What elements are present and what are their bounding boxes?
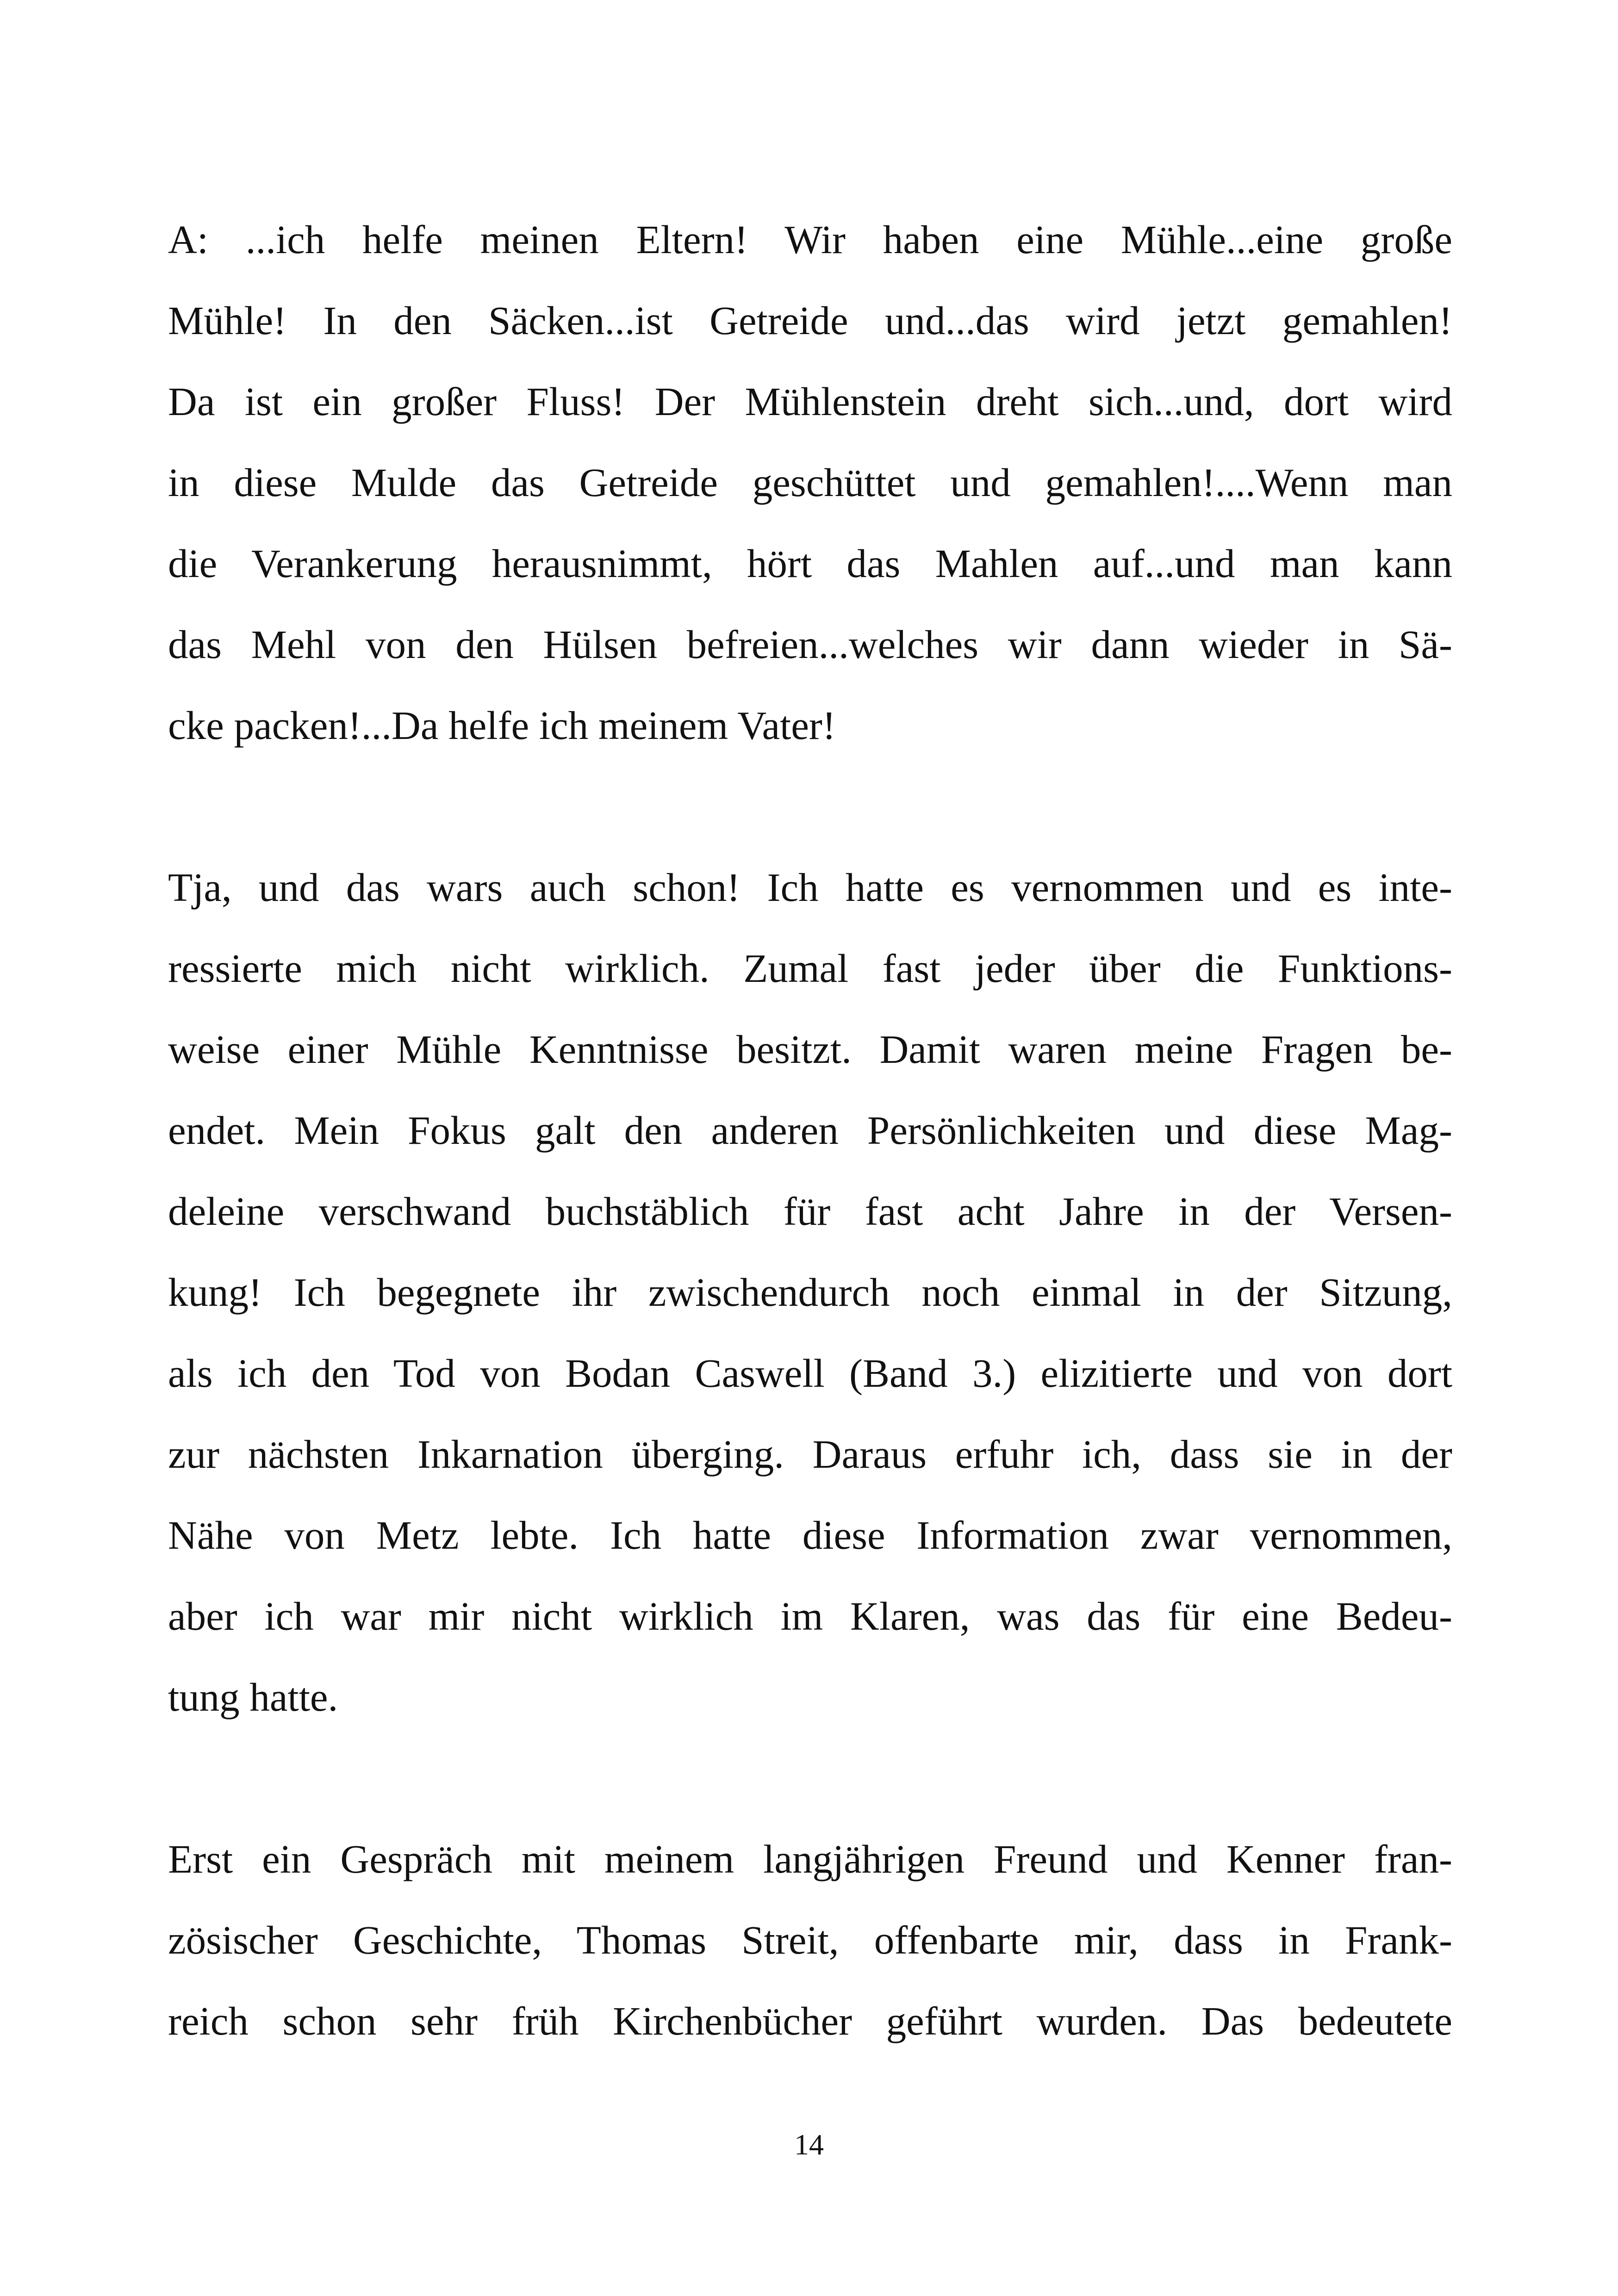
paragraph-gap — [168, 1738, 1452, 1818]
text-line: tung hatte. — [168, 1675, 338, 1719]
paragraph-1 — [168, 199, 1452, 766]
text-line: endet. Mein Fokus galt den anderen Persönlichkeiten und diese Mag- — [168, 1108, 1452, 1153]
text-line: aber ich war mir nicht wirklich im Klaren, was das für eine Bedeu- — [168, 1594, 1452, 1638]
text-line: Nähe von Metz lebte. Ich hatte diese Information zwar vernommen, — [168, 1513, 1452, 1558]
text-line: Tja, und das wars auch schon! Ich hatte es vernommen und es inte- — [168, 865, 1452, 910]
paragraph-2 — [168, 847, 1452, 1738]
text-line: in diese Mulde das Getreide geschüttet und gemahlen!....Wenn man — [168, 460, 1452, 505]
text-line: die Verankerung herausnimmt, hört das Mahlen auf...und man kann — [168, 541, 1452, 586]
text-line: weise einer Mühle Kenntnisse besitzt. Damit waren meine Fragen be- — [168, 1027, 1452, 1072]
text-line: als ich den Tod von Bodan Caswell (Band 3.) elizitierte und von dort — [168, 1351, 1452, 1396]
paragraph-3 — [168, 1818, 1452, 2061]
text-line: zur nächsten Inkarnation überging. Daraus erfuhr ich, dass sie in der — [168, 1432, 1452, 1477]
text-line: kung! Ich begegnete ihr zwischendurch noch einmal in der Sitzung, — [168, 1270, 1452, 1315]
text-line: deleine verschwand buchstäblich für fast acht Jahre in der Versen- — [168, 1189, 1452, 1234]
text-line: zösischer Geschichte, Thomas Streit, offenbarte mir, dass in Frank- — [168, 1917, 1452, 1962]
paragraph-gap — [168, 766, 1452, 847]
text-line: reich schon sehr früh Kirchenbücher geführt wurden. Das bedeutete — [168, 1998, 1452, 2043]
text-line: A: ...ich helfe meinen Eltern! Wir haben eine Mühle...eine große — [168, 217, 1452, 262]
text-line: cke packen!...Da helfe ich meinem Vater! — [168, 703, 836, 748]
text-line: Erst ein Gespräch mit meinem langjährigen Freund und Kenner fran- — [168, 1837, 1452, 1881]
text-line: ressierte mich nicht wirklich. Zumal fast jeder über die Funktions- — [168, 946, 1452, 991]
text-line: Mühle! In den Säcken...ist Getreide und...das wird jetzt gemahlen! — [168, 298, 1452, 343]
text-line: Da ist ein großer Fluss! Der Mühlenstein dreht sich...und, dort wird — [168, 379, 1452, 424]
text-line: das Mehl von den Hülsen befreien...welches wir dann wieder in Sä- — [168, 622, 1452, 667]
page-body — [168, 199, 1452, 2061]
page-number: 14 — [794, 2128, 824, 2161]
